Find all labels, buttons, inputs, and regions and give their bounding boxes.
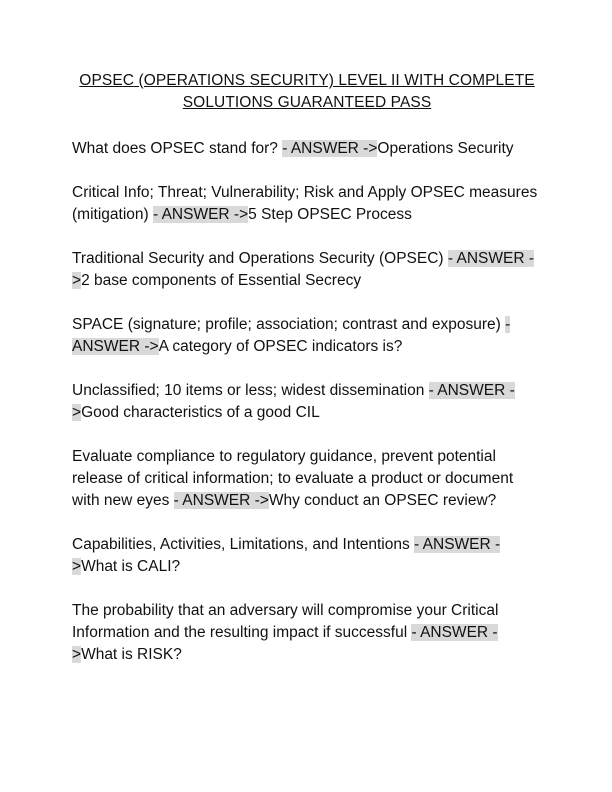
- answer-text: What is CALI?: [81, 558, 181, 575]
- question-text: Critical Info; Threat; Vulnerability; Risk and Apply OPSEC measures (mitigation): [72, 184, 538, 223]
- qa-item-5: [72, 380, 542, 424]
- question-text: Capabilities, Activities, Limitations, and Intentions: [72, 536, 415, 553]
- answer-text: What is RISK?: [81, 646, 182, 663]
- answer-separator: - ANSWER ->: [72, 382, 515, 421]
- answer-text: Operations Security: [377, 140, 514, 157]
- answer-separator: - ANSWER ->: [72, 250, 535, 289]
- question-text: Traditional Security and Operations Security (OPSEC): [72, 250, 448, 267]
- qa-item-1: [72, 138, 542, 160]
- qa-item-7: [72, 534, 542, 578]
- answer-text: A category of OPSEC indicators is?: [158, 338, 403, 355]
- title-line-2: SOLUTIONS GUARANTEED PASS: [182, 94, 432, 111]
- qa-item-8: [72, 600, 542, 666]
- question-text: SPACE (signature; profile; association; contrast and exposure): [72, 316, 506, 333]
- answer-separator: - ANSWER ->: [72, 624, 498, 663]
- answer-text: Good characteristics of a good CIL: [81, 404, 320, 421]
- answer-separator: - ANSWER ->: [282, 140, 378, 157]
- question-text: Evaluate compliance to regulatory guidance, prevent potential release of critical information; to evaluate a product or document with new eyes: [72, 448, 514, 509]
- question-text: What does OPSEC stand for?: [72, 140, 283, 157]
- qa-item-6: [72, 446, 542, 512]
- answer-text: 2 base components of Essential Secrecy: [81, 272, 362, 289]
- answer-text: 5 Step OPSEC Process: [248, 206, 412, 223]
- question-text: The probability that an adversary will compromise your Critical Information and the resulting impact if successful: [72, 602, 499, 641]
- answer-separator: - ANSWER ->: [72, 316, 511, 355]
- document-title: [72, 70, 542, 114]
- qa-item-2: [72, 182, 542, 226]
- title-line-1: OPSEC (OPERATIONS SECURITY) LEVEL II WITH COMPLETE: [79, 72, 535, 89]
- answer-text: Why conduct an OPSEC review?: [268, 492, 497, 509]
- answer-separator: - ANSWER ->: [173, 492, 269, 509]
- qa-item-4: [72, 314, 542, 358]
- answer-separator: - ANSWER ->: [72, 536, 501, 575]
- document-page: [72, 70, 542, 688]
- answer-separator: - ANSWER ->: [152, 206, 249, 223]
- qa-item-3: [72, 248, 542, 292]
- question-text: Unclassified; 10 items or less; widest dissemination: [72, 382, 429, 399]
